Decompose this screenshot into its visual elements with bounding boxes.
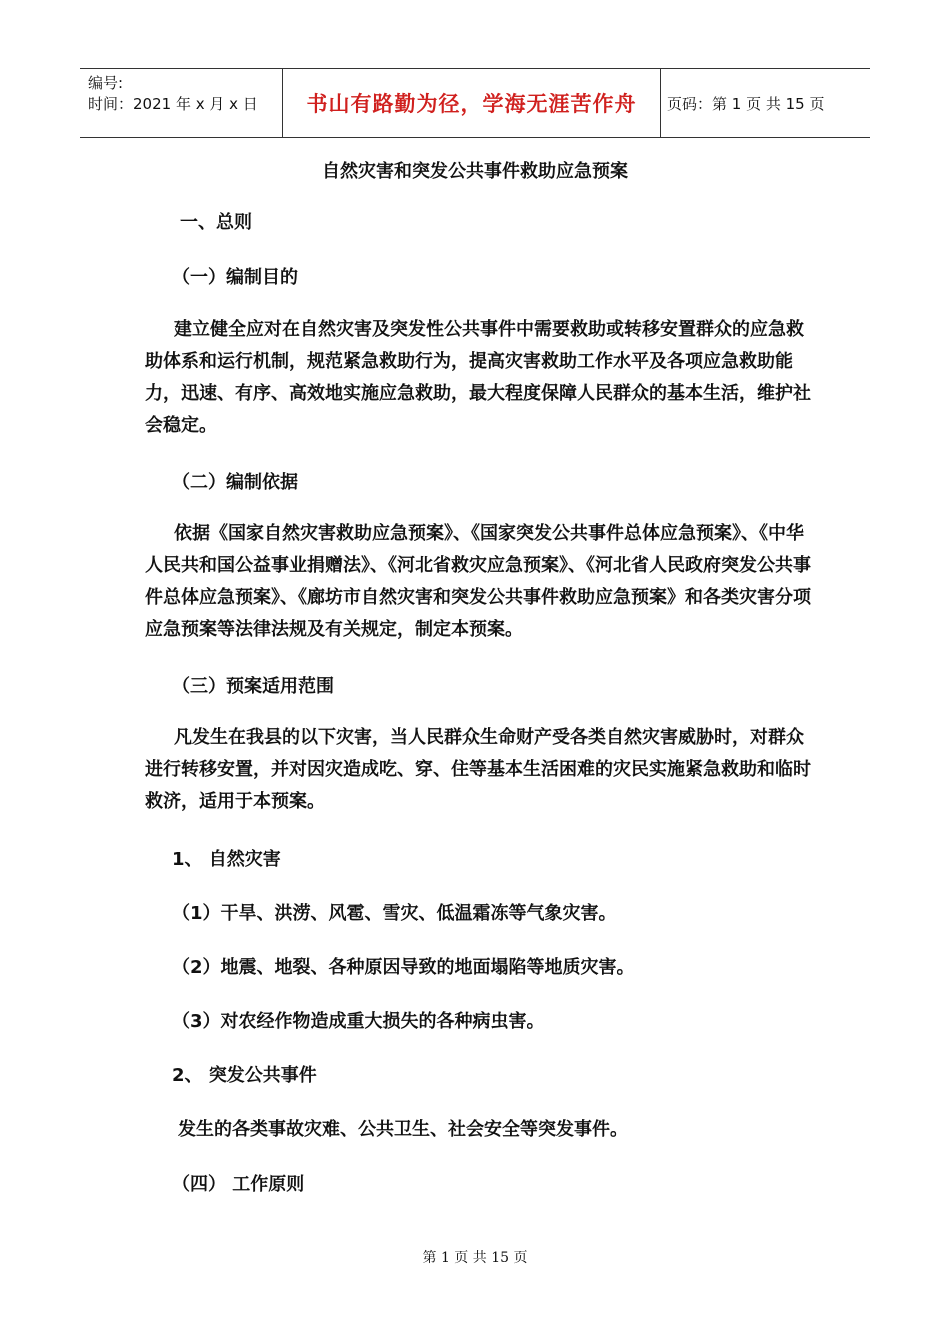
paragraph-basis: 依据《国家自然灾害救助应急预案》、《国家突发公共事件总体应急预案》、《中华人民共和国公益事业捐赠法》、《河北省救灾应急预案》、《河北省人民政府突发公共事件总体应急预案》、《廊坊市自然灾害和突发公共事件救助应急预案》和各类灾害分项应急预案等法律法规及有关规定，制定本预案。 bbox=[145, 523, 811, 640]
page-footer: 第 1 页 共 15 页 bbox=[422, 1250, 528, 1266]
list-item-public-events: 2、 突发公共事件 bbox=[172, 1065, 317, 1086]
document-title: 自然灾害和突发公共事件救助应急预案 bbox=[322, 161, 628, 182]
subsection-basis: （二）编制依据 bbox=[172, 472, 298, 493]
page-header bbox=[80, 68, 870, 138]
header-motto: 书山有路勤为径，学海无涯苦作舟 bbox=[282, 69, 661, 137]
header-meta bbox=[80, 69, 282, 137]
paragraph-scope: 凡发生在我县的以下灾害，当人民群众生命财产受各类自然灾害威胁时，对群众进行转移安置，并对因灾造成吃、穿、住等基本生活困难的灾民实施紧急救助和临时救济，适用于本预案。 bbox=[145, 727, 811, 812]
subsection-principles: （四） 工作原则 bbox=[172, 1174, 305, 1195]
list-item-meteorological: （1）干旱、洪涝、风雹、雪灾、低温霜冻等气象灾害。 bbox=[172, 903, 617, 924]
document-time-label: 时间：2021 年 x 月 x 日 bbox=[88, 95, 258, 113]
list-item-pests: （3）对农经作物造成重大损失的各种病虫害。 bbox=[172, 1011, 545, 1032]
paragraph-public-events: 发生的各类事故灾难、公共卫生、社会安全等突发事件。 bbox=[178, 1119, 628, 1140]
subsection-scope: （三）预案适用范围 bbox=[172, 676, 334, 697]
subsection-purpose: （一）编制目的 bbox=[172, 267, 298, 288]
list-item-natural-disasters: 1、 自然灾害 bbox=[172, 849, 281, 870]
header-page-info: 页码：第 1 页 共 15 页 bbox=[667, 94, 825, 113]
document-number-label: 编号: bbox=[88, 74, 124, 92]
list-item-geological: （2）地震、地裂、各种原因导致的地面塌陷等地质灾害。 bbox=[172, 957, 635, 978]
section-general: 一、总则 bbox=[180, 212, 252, 233]
paragraph-purpose: 建立健全应对在自然灾害及突发性公共事件中需要救助或转移安置群众的应急救助体系和运行机制，规范紧急救助行为，提高灾害救助工作水平及各项应急救助能力，迅速、有序、高效地实施应急救助，最大程度保障人民群众的基本生活，维护社会稳定。 bbox=[145, 319, 811, 436]
